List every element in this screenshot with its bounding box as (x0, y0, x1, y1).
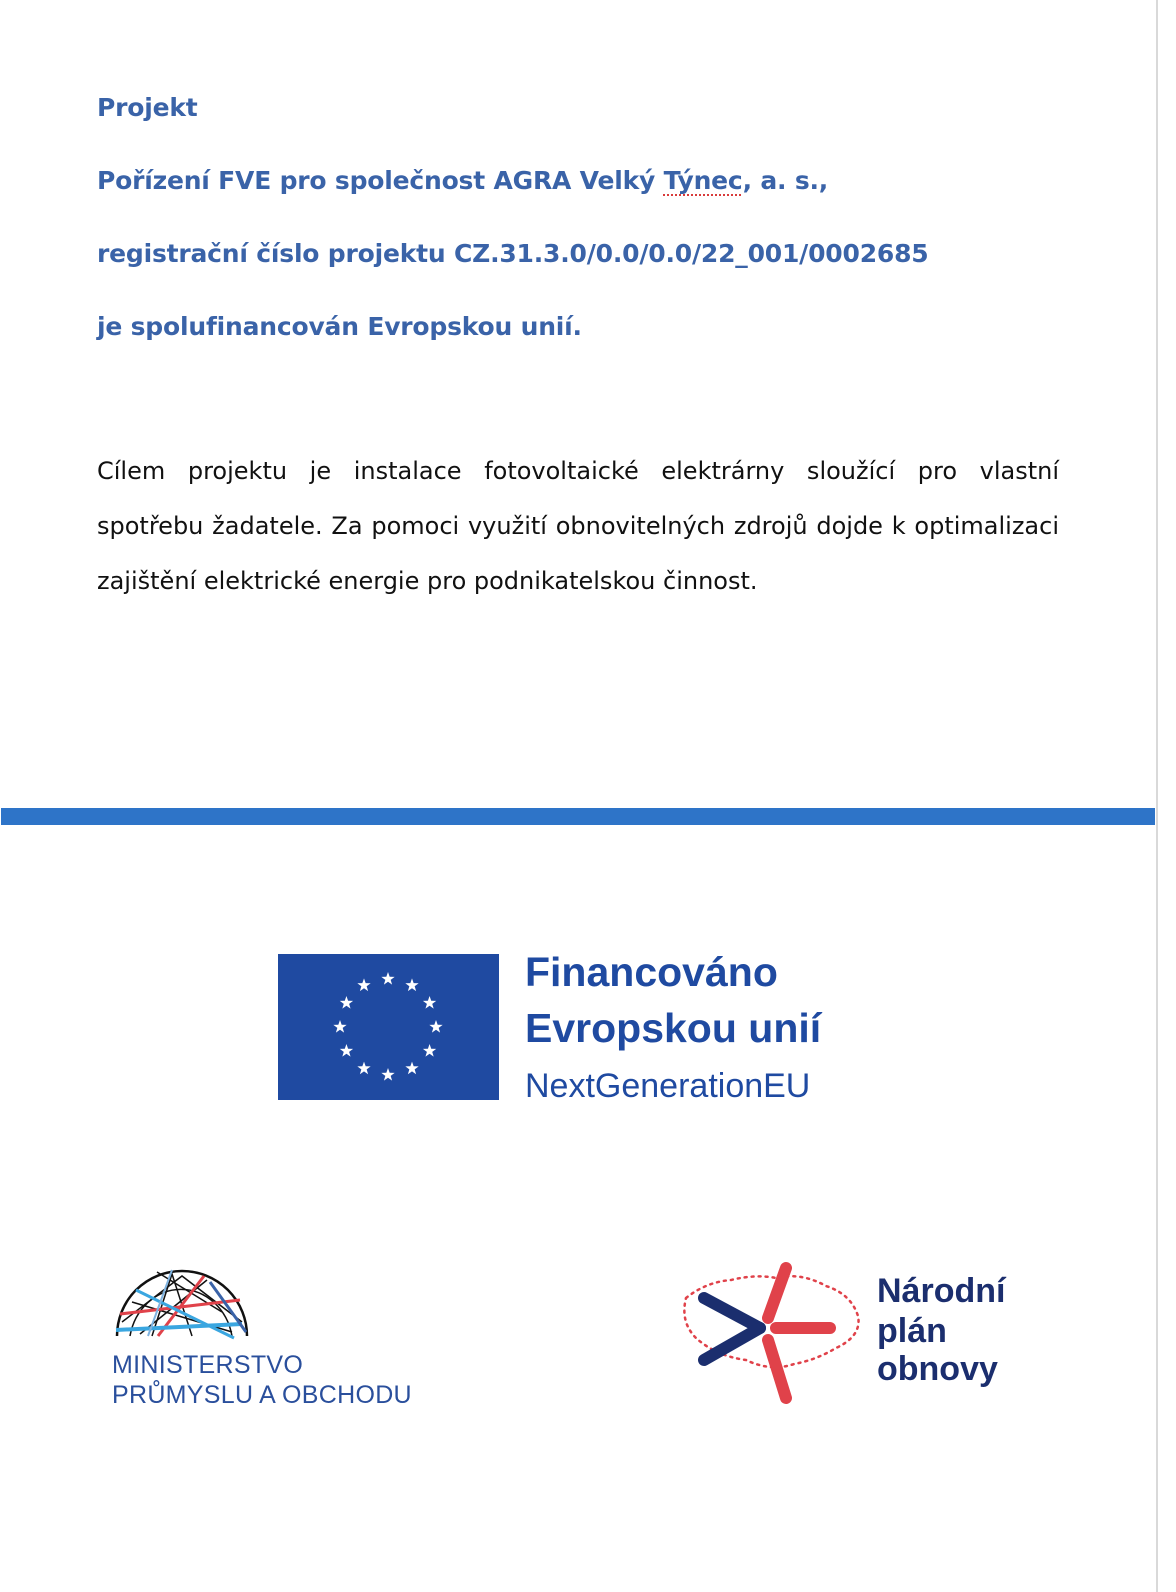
eu-star-icon (357, 1062, 370, 1075)
project-title (97, 164, 828, 198)
description-line-1: Cílem projektu je instalace fotovoltaické elektrárny sloužící pro vlastní (97, 457, 1059, 485)
npo-name-line-2: plán (877, 1312, 947, 1350)
eu-star-icon (405, 1062, 418, 1075)
eu-star-icon (405, 978, 418, 991)
mpo-name-line-1: MINISTERSTVO (112, 1351, 304, 1379)
eu-funding-line-2: Evropskou unií (525, 1005, 822, 1051)
project-registration-number: registrační číslo projektu CZ.31.3.0/0.0/0.0/22_001/0002685 (97, 239, 929, 268)
eu-star-icon (381, 1068, 394, 1081)
project-title-marked-word: Týnec (663, 166, 743, 195)
eu-star-icon (429, 1020, 442, 1033)
project-title-prefix: Pořízení FVE pro společnost AGRA Velký (97, 166, 664, 195)
npo-star-icon (676, 1256, 868, 1410)
description-line-2: spotřebu žadatele. Za pomoci využití obnovitelných zdrojů dojde k optimalizaci (97, 512, 1059, 540)
npo-name-line-3: obnovy (877, 1350, 998, 1388)
eu-star-icon (333, 1020, 346, 1033)
project-cofinancing: je spolufinancován Evropskou unií. (97, 312, 582, 341)
description-line-3: zajištění elektrické energie pro podnikatelskou činnost. (97, 567, 758, 595)
eu-star-icon (381, 972, 394, 985)
npo-name-line-1: Národní (877, 1272, 1006, 1310)
project-title-suffix: , a. s., (742, 166, 829, 195)
eu-star-icon (340, 1044, 353, 1057)
mpo-name-line-2: PRŮMYSLU A OBCHODU (112, 1381, 412, 1409)
page-right-border (1156, 0, 1158, 1592)
eu-star-icon (357, 978, 370, 991)
eu-star-icon (340, 996, 353, 1009)
mpo-globe-icon (112, 1262, 252, 1342)
eu-flag-icon (278, 954, 499, 1100)
section-divider (1, 808, 1155, 825)
eu-star-icon (423, 1044, 436, 1057)
eu-star-icon (423, 996, 436, 1009)
project-heading: Projekt (97, 93, 198, 122)
eu-funding-line-3: NextGenerationEU (525, 1067, 811, 1105)
eu-funding-line-1: Financováno (525, 949, 778, 995)
